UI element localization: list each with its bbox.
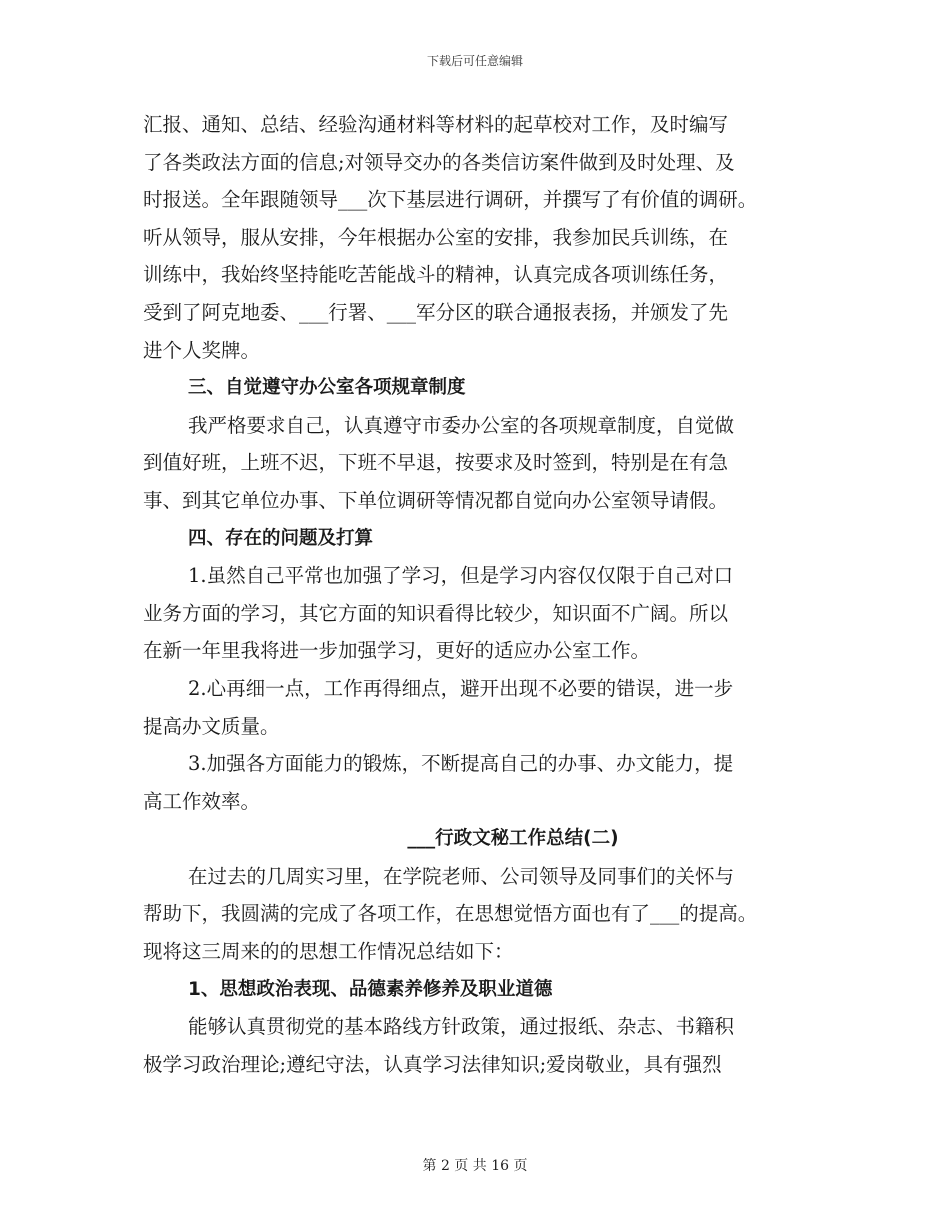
list-item-2: 2.心再细一点，工作再得细点，避开出现不必要的错误，进一步 xyxy=(188,676,734,700)
body-line: 训练中，我始终坚持能吃苦能战斗的精神，认真完成各项训练任务， xyxy=(143,263,729,287)
page-number: 第 2 页 共 16 页 xyxy=(422,1158,528,1174)
list-item-3: 3.加强各方面能力的锻炼，不断提高自己的办事、办文能力，提 xyxy=(188,752,734,776)
body-line: 我严格要求自己，认真遵守市委办公室的各项规章制度，自觉做 xyxy=(188,413,735,437)
list-item-1: 1.虽然自己平常也加强了学习，但是学习内容仅仅限于自己对口 xyxy=(188,564,734,588)
body-line: 现将这三周来的的思想工作情况总结如下： xyxy=(143,940,514,964)
header-note: 下载后可任意编辑 xyxy=(426,54,523,68)
section-heading-3: 三、自觉遵守办公室各项规章制度 xyxy=(188,377,466,399)
body-line: 听从领导，服从安排，今年根据办公室的安排，我参加民兵训练，在 xyxy=(143,225,729,249)
body-line: 提高办文质量。 xyxy=(143,714,280,738)
body-line: 汇报、通知、总结、经验沟通材料等材料的起草校对工作，及时编写 xyxy=(143,113,729,136)
body-line: 极学习政治理论;遵纪守法，认真学习法律知识;爱岗敬业，具有强烈 xyxy=(143,1052,722,1076)
body-line: 到值好班，上班不迟，下班不早退，按要求及时签到，特别是在有急 xyxy=(143,451,729,475)
body-line: 帮助下，我圆满的完成了各项工作，在思想觉悟方面也有了___的提高。 xyxy=(143,902,758,926)
body-line: 能够认真贯彻党的基本路线方针政策，通过报纸、杂志、书籍积 xyxy=(188,1015,735,1039)
section-heading-4: 四、存在的问题及打算 xyxy=(188,527,374,549)
body-line: 进个人奖牌。 xyxy=(143,338,261,362)
document-body xyxy=(143,106,823,1083)
body-line: 了各类政法方面的信息;对领导交办的各类信访案件做到及时处理、及 xyxy=(143,150,735,174)
body-line: 事、到其它单位办事、下单位调研等情况都自觉向办公室领导请假。 xyxy=(143,488,729,512)
subsection-heading-1: 1、思想政治表现、品德素养修养及职业道德 xyxy=(188,978,553,1000)
body-line: 在新一年里我将进一步加强学习，更好的适应办公室工作。 xyxy=(143,639,651,663)
body-line: 高工作效率。 xyxy=(143,789,261,813)
document-section-title: ___行政文秘工作总结(二) xyxy=(407,828,619,850)
body-line: 业务方面的学习，其它方面的知识看得比较少，知识面不广阔。所以 xyxy=(143,601,729,625)
body-line: 时报送。全年跟随领导___次下基层进行调研，并撰写了有价值的调研。 xyxy=(143,188,758,212)
body-line: 受到了阿克地委、___行署、___军分区的联合通报表扬，并颁发了先 xyxy=(143,300,729,324)
body-line: 在过去的几周实习里，在学院老师、公司领导及同事们的关怀与 xyxy=(188,864,735,888)
